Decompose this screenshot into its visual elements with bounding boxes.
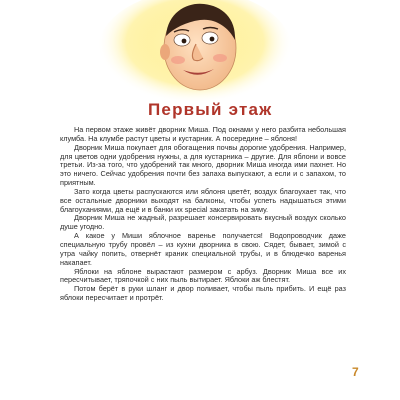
paragraph: На первом этаже живёт дворник Миша. Под окнами у него разбита небольшая клумба. На клумбе растут цветы и кустарник. А посередине – яблоня!	[60, 125, 346, 143]
paragraph: Зато когда цветы распускаются или яблоня цветёт, воздух благоухает так, что все остальные дворники выходят на балконы, чтобы успеть надышаться этими благоуханиями, да ещё и в банки их special закатать на зиму.	[60, 186, 346, 214]
paragraph: Дворник Миша покупает для обогащения почвы дорогие удобрения. Например, для цветов одни удобрения нужны, а для кустарника – другие. Для яблони и вовсе третьи. Из-за того, что удобрений так много, дворник Миша иногда ими пахнет. Но это ничего. Сейчас удобрения почти без запаха выпускают, а если и с запахом, то приятным.	[60, 142, 346, 188]
chapter-body	[60, 126, 346, 303]
paragraph: Яблоки на яблоне вырастают размером с арбуз. Дворник Миша все их пересчитывает, тряпочкой с них пыль вытирает. Яблоки аж блестят.	[60, 266, 346, 285]
paragraph: Потом берёт в руки шланг и двор поливает, чтобы пыль прибить. И ещё раз яблоки пересчитает и протрёт.	[60, 284, 346, 303]
paragraph: А какое у Миши яблочное варенье получается! Водопроводчик даже специальную трубу провёл – из кухни дворника в свою. Сядет, бывает, зимой с утра чайку попить, отвернёт краник специальной трубы, и в блюдечко варенья накапает.	[60, 231, 346, 267]
page-number: 7	[352, 365, 359, 379]
paragraph: Дворник Миша не жадный, разрешает консервировать вкусный воздух сколько душе угодно.	[60, 213, 346, 232]
chapter-title: Первый этаж	[148, 100, 273, 119]
